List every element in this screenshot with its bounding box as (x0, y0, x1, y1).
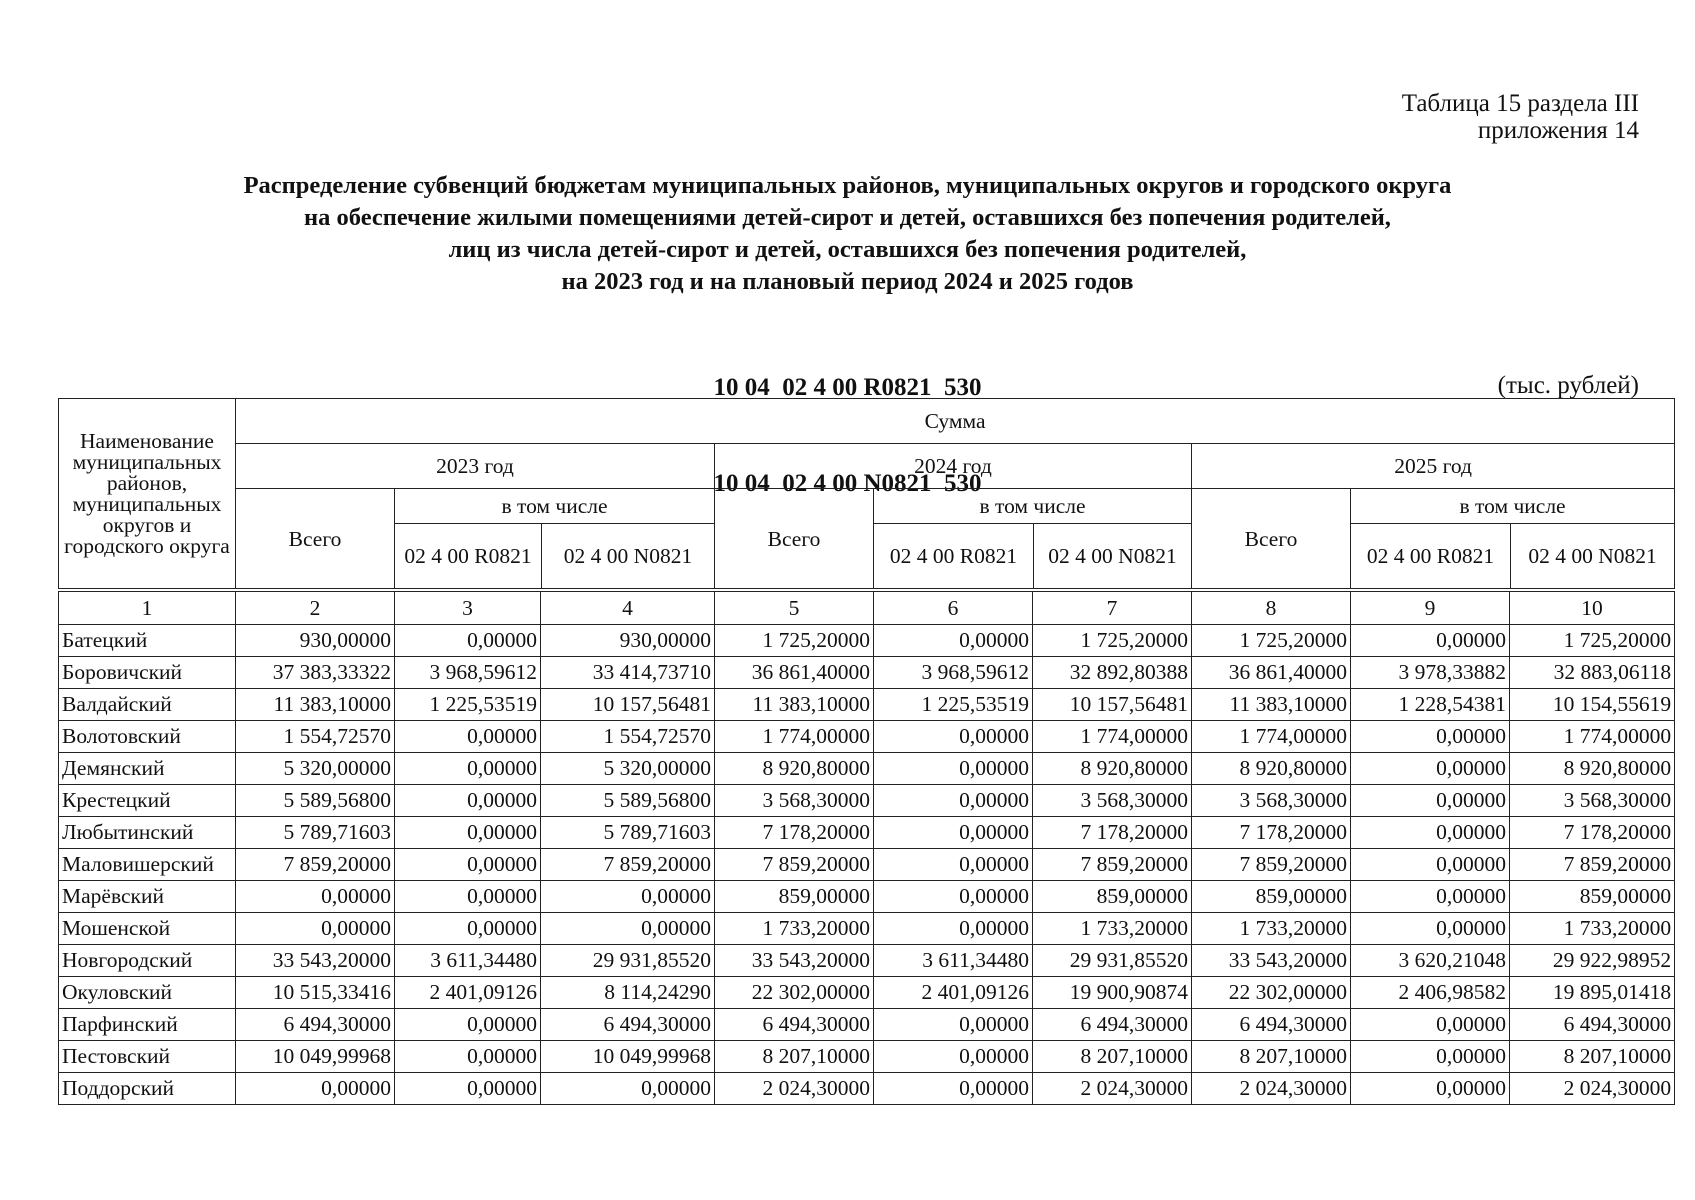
amount-cell: 930,00000 (541, 625, 715, 657)
amount-cell: 0,00000 (395, 753, 541, 785)
amount-cell: 8 207,10000 (1033, 1041, 1192, 1073)
amount-cell: 5 789,71603 (236, 817, 395, 849)
col-number: 2 (236, 590, 395, 625)
including-header-2024: в том числе (874, 489, 1191, 524)
amount-cell: 7 859,20000 (1192, 849, 1351, 881)
amount-cell: 859,00000 (1192, 881, 1351, 913)
amount-cell: 3 968,59612 (395, 657, 541, 689)
amount-cell: 19 900,90874 (1033, 977, 1192, 1009)
amount-cell: 0,00000 (236, 1073, 395, 1105)
amount-cell: 33 543,20000 (1192, 945, 1351, 977)
total-header-2024: Всего (715, 489, 874, 591)
amount-cell: 1 725,20000 (1033, 625, 1192, 657)
table-row (59, 625, 1675, 657)
table-row (59, 721, 1675, 753)
amount-cell: 1 225,53519 (874, 689, 1033, 721)
amount-cell: 8 207,10000 (715, 1041, 874, 1073)
col-number: 10 (1510, 590, 1675, 625)
amount-cell: 0,00000 (1351, 849, 1510, 881)
col-number: 3 (395, 590, 541, 625)
amount-cell: 7 859,20000 (1510, 849, 1675, 881)
amount-cell: 6 494,30000 (715, 1009, 874, 1041)
table-row (59, 1073, 1675, 1105)
amount-cell: 0,00000 (1351, 881, 1510, 913)
municipality-name-cell: Поддорский (59, 1073, 236, 1105)
amount-cell: 10 049,99968 (541, 1041, 715, 1073)
amount-cell: 5 589,56800 (236, 785, 395, 817)
amount-cell: 2 401,09126 (395, 977, 541, 1009)
amount-cell: 0,00000 (395, 817, 541, 849)
amount-cell: 7 178,20000 (1033, 817, 1192, 849)
amount-cell: 7 178,20000 (1192, 817, 1351, 849)
amount-cell: 2 401,09126 (874, 977, 1033, 1009)
amount-cell: 22 302,00000 (1192, 977, 1351, 1009)
table-reference (1402, 90, 1639, 144)
amount-cell: 859,00000 (1033, 881, 1192, 913)
amount-cell: 32 892,80388 (1033, 657, 1192, 689)
amount-cell: 11 383,10000 (1192, 689, 1351, 721)
amount-cell: 3 568,30000 (1510, 785, 1675, 817)
amount-cell: 3 611,34480 (874, 945, 1033, 977)
col-number: 5 (715, 590, 874, 625)
amount-cell: 8 207,10000 (1510, 1041, 1675, 1073)
including-group-2024 (874, 489, 1192, 591)
amount-cell: 2 406,98582 (1351, 977, 1510, 1009)
col-number: 8 (1192, 590, 1351, 625)
amount-cell: 5 320,00000 (541, 753, 715, 785)
including-group-2025 (1351, 489, 1675, 591)
amount-cell: 33 414,73710 (541, 657, 715, 689)
code-n-header-2025: 02 4 00 N0821 (1528, 544, 1657, 568)
amount-cell: 29 922,98952 (1510, 945, 1675, 977)
title-line1: Распределение субвенций бюджетам муниципальных районов, муниципальных округов и городского округа (243, 172, 1452, 199)
municipality-name-cell: Волотовский (59, 721, 236, 753)
amount-cell: 32 883,06118 (1510, 657, 1675, 689)
table-row (59, 881, 1675, 913)
amount-cell: 7 178,20000 (715, 817, 874, 849)
table-row (59, 753, 1675, 785)
amount-cell: 6 494,30000 (1033, 1009, 1192, 1041)
amount-cell: 0,00000 (1351, 1073, 1510, 1105)
document-title (0, 170, 1695, 298)
amount-cell: 10 049,99968 (236, 1041, 395, 1073)
amount-cell: 6 494,30000 (236, 1009, 395, 1041)
municipality-name-cell: Валдайский (59, 689, 236, 721)
amount-cell: 3 568,30000 (1033, 785, 1192, 817)
amount-cell: 5 320,00000 (236, 753, 395, 785)
municipality-name-cell: Батецкий (59, 625, 236, 657)
amount-cell: 3 568,30000 (715, 785, 874, 817)
amount-cell: 7 859,20000 (715, 849, 874, 881)
amount-cell: 930,00000 (236, 625, 395, 657)
amount-cell: 22 302,00000 (715, 977, 874, 1009)
total-header-2023: Всего (236, 489, 395, 591)
amount-cell: 36 861,40000 (715, 657, 874, 689)
code-r-header-2024: 02 4 00 R0821 (874, 524, 1034, 588)
code-r-header-2025: 02 4 00 R0821 (1351, 524, 1511, 588)
amount-cell: 0,00000 (541, 881, 715, 913)
amount-cell: 0,00000 (874, 1041, 1033, 1073)
unit-label: (тыс. рублей) (1497, 372, 1639, 399)
municipality-name-cell: Демянский (59, 753, 236, 785)
amount-cell: 36 861,40000 (1192, 657, 1351, 689)
amount-cell: 0,00000 (541, 913, 715, 945)
amount-cell: 0,00000 (395, 785, 541, 817)
amount-cell: 1 554,72570 (236, 721, 395, 753)
amount-cell: 0,00000 (874, 1073, 1033, 1105)
amount-cell: 0,00000 (1351, 721, 1510, 753)
amount-cell: 0,00000 (874, 817, 1033, 849)
amount-cell: 37 383,33322 (236, 657, 395, 689)
amount-cell: 2 024,30000 (715, 1073, 874, 1105)
amount-cell: 0,00000 (395, 625, 541, 657)
amount-cell: 10 154,55619 (1510, 689, 1675, 721)
amount-cell: 19 895,01418 (1510, 977, 1675, 1009)
amount-cell: 2 024,30000 (1510, 1073, 1675, 1105)
amount-cell: 1 225,53519 (395, 689, 541, 721)
year-header-2024: 2024 год (715, 444, 1192, 489)
municipality-name-cell: Крестецкий (59, 785, 236, 817)
amount-cell: 6 494,30000 (1192, 1009, 1351, 1041)
amount-cell: 0,00000 (874, 625, 1033, 657)
amount-cell: 0,00000 (874, 721, 1033, 753)
municipality-name-cell: Новгородский (59, 945, 236, 977)
amount-cell: 33 543,20000 (715, 945, 874, 977)
amount-cell: 0,00000 (395, 721, 541, 753)
municipality-name-cell: Парфинский (59, 1009, 236, 1041)
distribution-table (58, 398, 1675, 1105)
amount-cell: 10 157,56481 (541, 689, 715, 721)
amount-cell: 8 920,80000 (1192, 753, 1351, 785)
municipality-name-cell: Пестовский (59, 1041, 236, 1073)
amount-cell: 0,00000 (236, 881, 395, 913)
amount-cell: 1 733,20000 (1510, 913, 1675, 945)
title-line2: на обеспечение жилыми помещениями детей-сирот и детей, оставшихся без попечения родителей, (304, 204, 1391, 231)
year-header-2023: 2023 год (236, 444, 715, 489)
table-reference-line1: Таблица 15 раздела III (1401, 90, 1639, 117)
amount-cell: 3 968,59612 (874, 657, 1033, 689)
amount-cell: 5 789,71603 (541, 817, 715, 849)
amount-cell: 11 383,10000 (236, 689, 395, 721)
table-row (59, 945, 1675, 977)
sum-header: Сумма (236, 399, 1675, 444)
code-r-header-2023: 02 4 00 R0821 (395, 524, 542, 588)
amount-cell: 2 024,30000 (1033, 1073, 1192, 1105)
amount-cell: 7 859,20000 (236, 849, 395, 881)
amount-cell: 29 931,85520 (541, 945, 715, 977)
municipality-name-cell: Маловишерский (59, 849, 236, 881)
amount-cell: 8 920,80000 (1033, 753, 1192, 785)
col-number: 4 (541, 590, 715, 625)
name-column-header: Наименование муниципальных районов, муниципальных округов и городского округа (59, 399, 236, 591)
amount-cell: 11 383,10000 (715, 689, 874, 721)
amount-cell: 0,00000 (541, 1073, 715, 1105)
table-row (59, 1009, 1675, 1041)
amount-cell: 3 620,21048 (1351, 945, 1510, 977)
amount-cell: 1 774,00000 (1192, 721, 1351, 753)
table-body (59, 625, 1675, 1105)
amount-cell: 0,00000 (395, 1009, 541, 1041)
municipality-name-cell: Любытинский (59, 817, 236, 849)
amount-cell: 1 554,72570 (541, 721, 715, 753)
amount-cell: 7 178,20000 (1510, 817, 1675, 849)
amount-cell: 0,00000 (1351, 817, 1510, 849)
amount-cell: 8 920,80000 (715, 753, 874, 785)
amount-cell: 0,00000 (1351, 1009, 1510, 1041)
amount-cell: 7 859,20000 (1033, 849, 1192, 881)
amount-cell: 33 543,20000 (236, 945, 395, 977)
amount-cell: 0,00000 (874, 881, 1033, 913)
table-row (59, 817, 1675, 849)
table-row (59, 689, 1675, 721)
amount-cell: 859,00000 (715, 881, 874, 913)
title-line3: лиц из числа детей-сирот и детей, оставшихся без попечения родителей, (448, 236, 1247, 263)
municipality-name-cell: Мошенской (59, 913, 236, 945)
table-row (59, 849, 1675, 881)
amount-cell: 0,00000 (395, 1041, 541, 1073)
amount-cell: 10 515,33416 (236, 977, 395, 1009)
amount-cell: 5 589,56800 (541, 785, 715, 817)
amount-cell: 0,00000 (1351, 625, 1510, 657)
including-header-2025: в том числе (1351, 489, 1674, 524)
amount-cell: 1 774,00000 (1033, 721, 1192, 753)
amount-cell: 1 725,20000 (1510, 625, 1675, 657)
amount-cell: 1 725,20000 (1192, 625, 1351, 657)
amount-cell: 0,00000 (395, 881, 541, 913)
including-group-2023 (395, 489, 715, 591)
budget-code-line2: 10 04 02 4 00 N0821 530 (713, 470, 982, 497)
amount-cell: 3 978,33882 (1351, 657, 1510, 689)
municipality-name-cell: Боровичский (59, 657, 236, 689)
municipality-name-cell: Марёвский (59, 881, 236, 913)
amount-cell: 3 611,34480 (395, 945, 541, 977)
table-row (59, 913, 1675, 945)
amount-cell: 0,00000 (874, 849, 1033, 881)
amount-cell: 1 774,00000 (715, 721, 874, 753)
title-line4: на 2023 год и на плановый период 2024 и 2025 годов (561, 268, 1134, 295)
amount-cell: 1 725,20000 (715, 625, 874, 657)
code-n-header-2024: 02 4 00 N0821 (1048, 544, 1177, 568)
budget-code-line1: 10 04 02 4 00 R0821 530 (713, 374, 982, 401)
total-header-2025: Всего (1192, 489, 1351, 591)
amount-cell: 8 207,10000 (1192, 1041, 1351, 1073)
amount-cell: 0,00000 (874, 1009, 1033, 1041)
year-header-2025: 2025 год (1192, 444, 1675, 489)
amount-cell: 0,00000 (874, 913, 1033, 945)
table-row (59, 785, 1675, 817)
amount-cell: 10 157,56481 (1033, 689, 1192, 721)
col-number: 7 (1033, 590, 1192, 625)
amount-cell: 859,00000 (1510, 881, 1675, 913)
table-row (59, 1041, 1675, 1073)
amount-cell: 0,00000 (395, 849, 541, 881)
including-header-2023: в том числе (395, 489, 714, 524)
municipality-name-cell: Окуловский (59, 977, 236, 1009)
amount-cell: 29 931,85520 (1033, 945, 1192, 977)
amount-cell: 0,00000 (395, 913, 541, 945)
amount-cell: 0,00000 (1351, 753, 1510, 785)
amount-cell: 1 733,20000 (715, 913, 874, 945)
col-number: 1 (59, 590, 236, 625)
col-number: 6 (874, 590, 1033, 625)
amount-cell: 1 774,00000 (1510, 721, 1675, 753)
amount-cell: 0,00000 (874, 785, 1033, 817)
amount-cell: 0,00000 (236, 913, 395, 945)
amount-cell: 3 568,30000 (1192, 785, 1351, 817)
code-n-header-2023: 02 4 00 N0821 (563, 544, 693, 568)
table-row (59, 657, 1675, 689)
amount-cell: 6 494,30000 (1510, 1009, 1675, 1041)
amount-cell: 8 920,80000 (1510, 753, 1675, 785)
amount-cell: 7 859,20000 (541, 849, 715, 881)
amount-cell: 0,00000 (1351, 1041, 1510, 1073)
amount-cell: 8 114,24290 (541, 977, 715, 1009)
table-row (59, 977, 1675, 1009)
amount-cell: 0,00000 (874, 753, 1033, 785)
amount-cell: 0,00000 (395, 1073, 541, 1105)
amount-cell: 6 494,30000 (541, 1009, 715, 1041)
amount-cell: 1 228,54381 (1351, 689, 1510, 721)
table-reference-line2: приложения 14 (1477, 117, 1639, 144)
amount-cell: 1 733,20000 (1033, 913, 1192, 945)
amount-cell: 0,00000 (1351, 785, 1510, 817)
col-number: 9 (1351, 590, 1510, 625)
table-header (59, 399, 1675, 625)
amount-cell: 1 733,20000 (1192, 913, 1351, 945)
amount-cell: 0,00000 (1351, 913, 1510, 945)
column-number-row (59, 590, 1675, 625)
amount-cell: 2 024,30000 (1192, 1073, 1351, 1105)
